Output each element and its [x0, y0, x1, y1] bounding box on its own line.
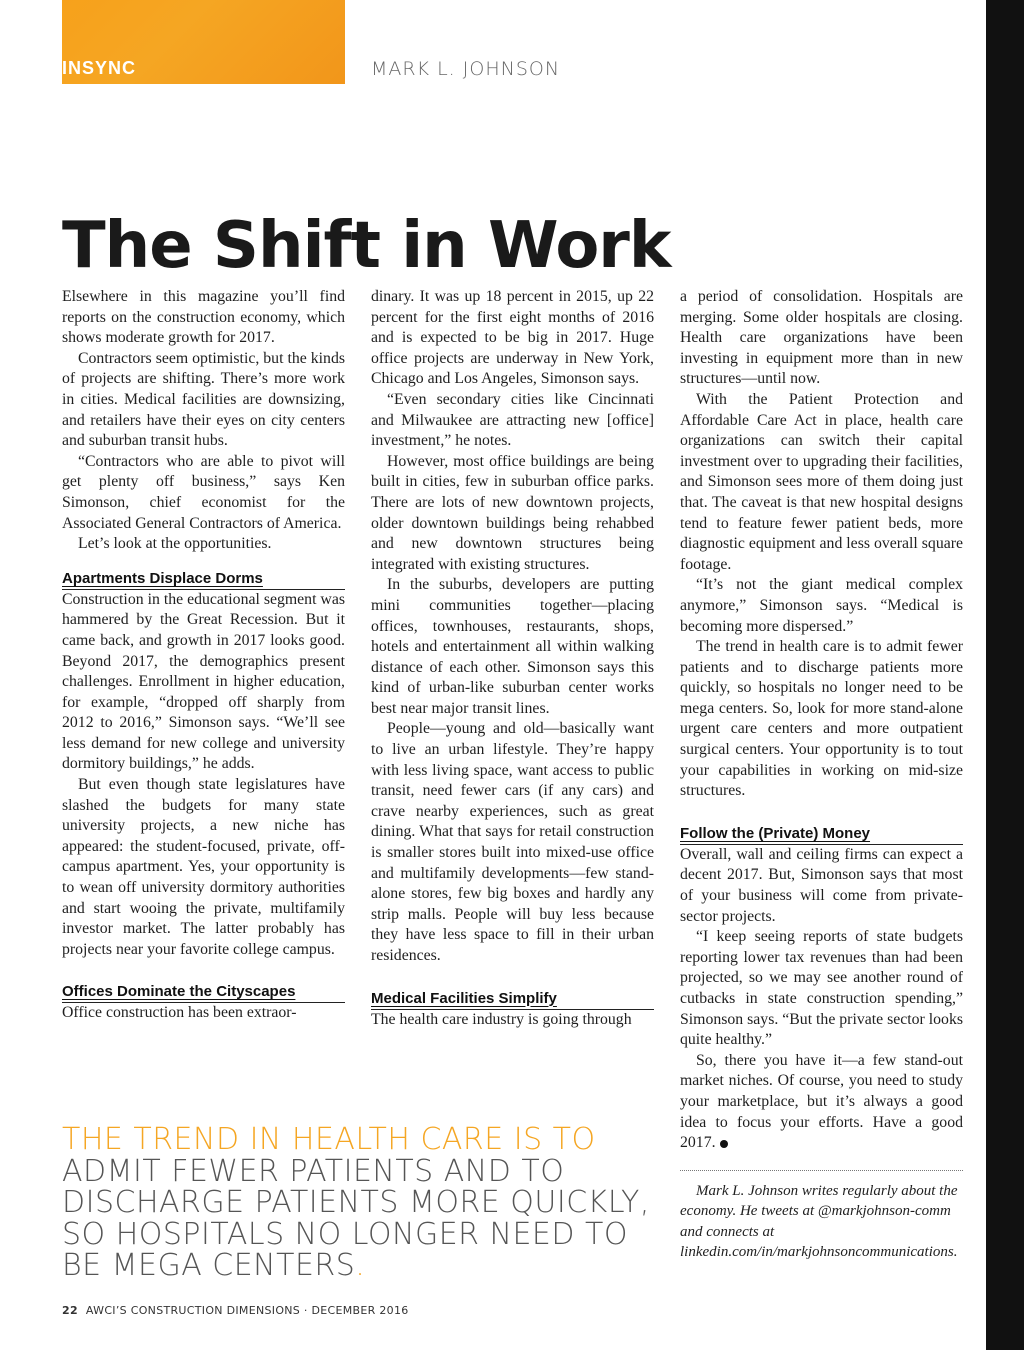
paragraph: Overall, wall and ceiling firms can expect a decent 2017. But, Simonson says that most of your business will come from private-sector projects. — [680, 845, 963, 925]
page-number: 22 — [62, 1304, 78, 1317]
paragraph: In the suburbs, developers are putting mini communities together—placing offices, townhouses, restaurants, shops, hotels and entertainment all within walking distance of each other. Simonson says this kind of urban-like suburban center works best near major transit lines. — [371, 576, 654, 717]
pull-quote-body — [62, 1153, 662, 1283]
paragraph: Office construction has been extraor- — [62, 1004, 297, 1022]
pull-quote-period: . — [355, 1248, 366, 1283]
bio-divider — [680, 1170, 963, 1171]
page-edge-bar — [986, 0, 1024, 1350]
end-of-article-bullet-icon — [720, 1140, 728, 1148]
paragraph: With the Patient Protection and Affordable Care Act in place, health care organizations can switch their capital investment over to upgrading their facilities, and Simonson sees more of them doing just that. The caveat is that new hospital designs tend to feature fewer patient beds, more diagnostic equipment and less overall square footage. — [680, 390, 963, 573]
subhead-medical — [371, 989, 654, 1010]
paragraph: “Even secondary cities like Cincinnati and Milwaukee are attracting new [office] investment,” he notes. — [371, 390, 654, 450]
paragraph: However, most office buildings are being built in cities, few in suburban office parks. There are lots of new downtown projects, older downtown buildings being rehabbed and new downtown structures being integrated with existing structures. — [371, 452, 654, 573]
paragraph: Construction in the educational segment was hammered by the Great Recession. But it came back, and growth in 2017 looks good. Beyond 2017, the demographics present challenges. Enrollment in higher education, for example, “dropped off sharply from 2012 to 2016,” Simonson says. “We’ll see less demand for new college and university dormitory buildings,” he adds. — [62, 590, 345, 773]
paragraph: Elsewhere in this magazine you’ll find reports on the construction economy, which shows moderate growth for 2017. — [62, 288, 345, 347]
pull-quote — [62, 1124, 662, 1282]
author-bio: Mark L. Johnson writes regularly about the economy. He tweets at @markjohnson-comm and connects at linkedin.com/in/markjohnsoncommunications. — [680, 1182, 958, 1261]
paragraph: Contractors seem optimistic, but the kinds of projects are shifting. There’s more work in cities. Medical facilities are downsizing, and retailers have their eyes on city centers and suburban transit hubs. — [62, 349, 345, 450]
article-column-1 — [62, 287, 345, 1087]
article-column-2 — [371, 287, 654, 1087]
subhead-text: Follow the (Private) Money — [680, 825, 874, 842]
paragraph: “Contractors who are able to pivot will get plenty off business,” says Ken Simonson, chief economist for the Associated General Contractors of America. — [62, 452, 345, 532]
closing-text: So, there you have it—a few stand-out market niches. Of course, you need to study your marketplace, but it’s always a good idea to focus your efforts. Have a good 2017. — [680, 1051, 963, 1152]
paragraph: a period of consolidation. Hospitals are merging. Some older hospitals are closing. Health care organizations have been investing in equipment more than in new structures—until now. — [680, 288, 963, 388]
section-tag: INSYNC — [62, 58, 137, 78]
paragraph — [680, 1051, 963, 1154]
page-footer — [62, 1304, 409, 1317]
subhead-text: Apartments Displace Dorms — [62, 570, 267, 587]
paragraph: The trend in health care is to admit fewer patients and to discharge patients more quickly, so hospitals no longer need to be mega centers. So, look for more stand-alone urgent care centers and more outpatient surgical centers. Your opportunity is to tout your capabilities in working on mid-size structures. — [680, 638, 963, 800]
pull-quote-accent: THE TREND IN HEALTH CARE IS TO — [62, 1122, 596, 1157]
paragraph: “It’s not the giant medical complex anymore,” Simonson says. “Medical is becoming more dispersed.” — [680, 576, 963, 635]
subhead-apartments — [62, 569, 345, 590]
paragraph: “I keep seeing reports of state budgets reporting lower tax revenues than had been projected, so we may see another round of cutbacks in state construction spending,” Simonson says. “But the private sector looks quite healthy.” — [680, 928, 963, 1049]
article-column-3 — [680, 287, 963, 1287]
subhead-text: Medical Facilities Simplify — [371, 990, 561, 1007]
paragraph: The health care industry is going through — [371, 1010, 632, 1028]
paragraph: People—young and old—basically want to live an urban lifestyle. They’re happy with less living space, want access to public transit, need fewer cars (if any cars) and crave nearby experiences, such as great dining. What that says for retail construction is smaller stores built into mixed-use office and multifamily developments—few stand-alone stores, few big boxes and hardly any strip malls. People will buy less because they have less space to fill in their urban residences. — [371, 720, 654, 964]
subhead-text: Offices Dominate the Cityscapes — [62, 983, 299, 1000]
article-headline: The Shift in Work — [62, 208, 671, 283]
subhead-money — [680, 824, 963, 845]
publication-name: AWCI’S CONSTRUCTION DIMENSIONS · DECEMBER 2016 — [85, 1304, 409, 1317]
paragraph: But even though state legislatures have slashed the budgets for many state university projects, a new niche has appeared: the student-focused, private, off-campus apartment. Yes, your opportunity is to wean off university dormitory authorities and start wooing the private, multifamily investor market. The latter probably has projects near your favorite college campus. — [62, 776, 345, 958]
subhead-offices — [62, 982, 345, 1003]
paragraph: dinary. It was up 18 percent in 2015, up 22 percent for the first eight months of 2016 and is expected to be big in 2017. Huge office projects are underway in New York, Chicago and Los Angeles, Simonson says. — [371, 288, 654, 388]
author-byline: MARK L. JOHNSON — [371, 58, 561, 80]
pull-quote-text: ADMIT FEWER PATIENTS AND TO DISCHARGE PATIENTS MORE QUICKLY, SO HOSPITALS NO LONGER NEED TO BE MEGA CENTERS — [62, 1153, 650, 1283]
paragraph: Let’s look at the opportunities. — [78, 535, 272, 553]
